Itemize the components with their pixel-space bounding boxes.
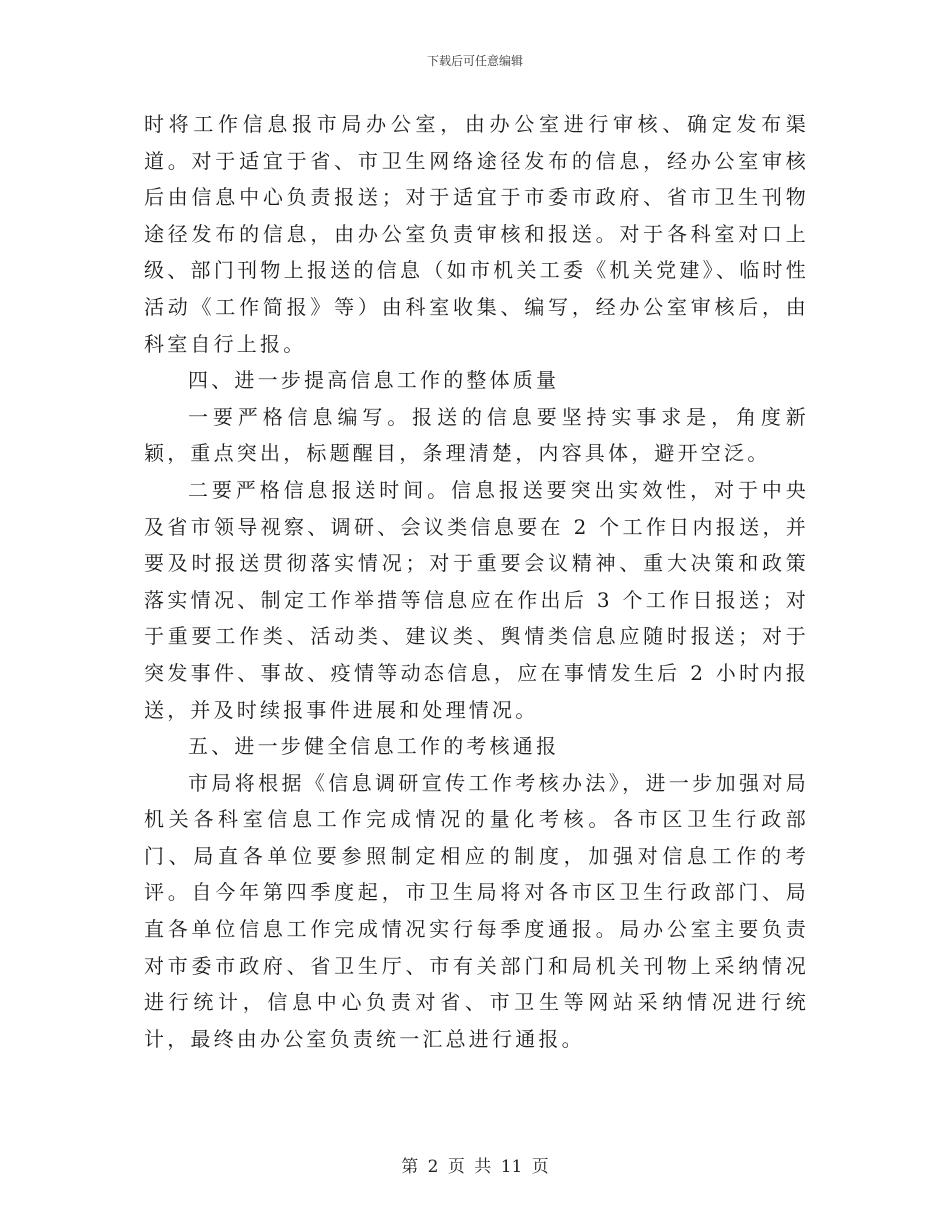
page-header: 下载后可任意编辑 [426, 54, 523, 68]
section-heading-4: 四、进一步提高信息工作的整体质量 [188, 368, 560, 393]
paragraph: 市局将根据《信息调研宣传工作考核办法》，进一步加强对局机关各科室信息工作完成情况的量化考核。各市区卫生行政部门、局直各单位要参照制定相应的制度，加强对信息工作的考评。自今年第四季度起，市卫生局将对各市区卫生行政部门、局直各单位信息工作完成情况实行每季度通报。局办公室主要负责对市委市政府、省卫生厅、市有关部门和局机关刊物上采纳情况进行统计，信息中心负责对省、市卫生等网站采纳情况进行统计，最终由办公室负责统一汇总进行通报。 [144, 770, 809, 1051]
paragraph: 二要严格信息报送时间。信息报送要突出实效性，对于中央及省市领导视察、调研、会议类信息要在 2 个工作日内报送，并要及时报送贯彻落实情况；对于重要会议精神、重大决策和政策落实情况、制定工作举措等信息应在作出后 3 个工作日报送；对于重要工作类、活动类、建议类、舆情类信息应随时报送；对于突发事件、事故、疫情等动态信息，应在事情发生后 2 小时内报送，并及时续报事件进展和处理情况。 [144, 477, 809, 722]
document-body [144, 106, 809, 1057]
section-heading-5: 五、进一步健全信息工作的考核通报 [188, 734, 560, 759]
page-footer: 第 2 页 共 11 页 [401, 1157, 549, 1177]
paragraph-continuation: 时将工作信息报市局办公室，由办公室进行审核、确定发布渠道。对于适宜于省、市卫生网络途径发布的信息，经办公室审核后由信息中心负责报送；对于适宜于市委市政府、省市卫生刊物途径发布的信息，由办公室负责审核和报送。对于各科室对口上级、部门刊物上报送的信息（如市机关工委《机关党建》、临时性活动《工作简报》等）由科室收集、编写，经办公室审核后，由科室自行上报。 [144, 112, 809, 356]
paragraph: 一要严格信息编写。报送的信息要坚持实事求是，角度新颖，重点突出，标题醒目，条理清楚，内容具体，避开空泛。 [144, 404, 809, 466]
